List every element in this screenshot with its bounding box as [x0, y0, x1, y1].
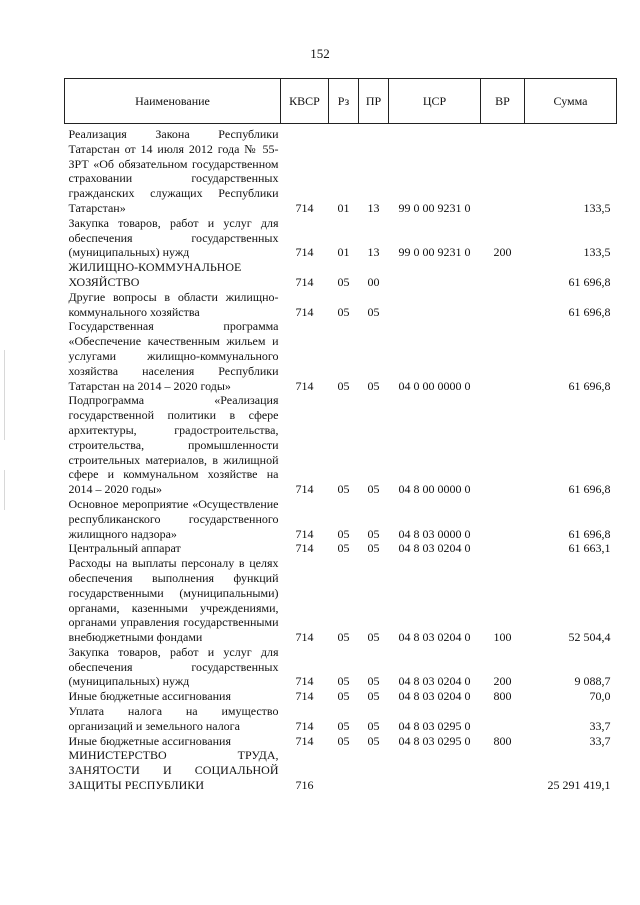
row-kvsr: 714 — [295, 718, 314, 733]
row-name: Иные бюджетные ассигнования — [68, 733, 231, 748]
row-sum: 52 504,4 — [568, 630, 611, 645]
row-vr: 200 — [493, 245, 512, 260]
row-kvsr: 714 — [295, 674, 314, 689]
table-row — [65, 748, 617, 792]
row-csr — [389, 748, 481, 792]
row-vr: 800 — [493, 733, 512, 748]
table-row — [65, 216, 617, 260]
row-csr: 04 8 03 0000 0 — [398, 526, 471, 541]
row-vr — [481, 124, 525, 216]
row-vr: 100 — [493, 630, 512, 645]
table-row — [65, 556, 617, 645]
row-name: ЖИЛИЩНО-КОММУНАЛЬНОЕ ХОЗЯЙСТВО — [68, 260, 242, 289]
row-pr: 13 — [367, 200, 380, 215]
table-row — [65, 393, 617, 497]
row-pr: 05 — [367, 304, 380, 319]
table-row — [65, 319, 617, 393]
row-sum: 25 291 419,1 — [547, 778, 611, 793]
header-rz: Рз — [329, 79, 359, 124]
header-sum: Сумма — [525, 79, 617, 124]
row-rz: 05 — [337, 304, 350, 319]
row-kvsr: 714 — [295, 689, 314, 704]
row-sum: 133,5 — [583, 200, 611, 215]
row-csr: 99 0 00 9231 0 — [398, 245, 471, 260]
row-csr: 04 8 03 0295 0 — [398, 718, 471, 733]
row-rz: 05 — [337, 482, 350, 497]
page-number: 152 — [310, 46, 330, 61]
row-pr: 05 — [367, 541, 380, 556]
row-name: Уплата налога на имущество организаций и земельного налога — [68, 704, 279, 733]
row-vr — [481, 290, 525, 320]
row-vr: 800 — [493, 689, 512, 704]
row-csr: 04 8 03 0204 0 — [398, 541, 471, 556]
scan-margin-mark — [4, 470, 5, 510]
row-csr: 99 0 00 9231 0 — [398, 200, 471, 215]
row-sum: 61 696,8 — [568, 526, 611, 541]
row-kvsr: 714 — [295, 304, 314, 319]
row-name: Центральный аппарат — [68, 541, 181, 556]
row-vr — [481, 260, 525, 290]
row-pr: 05 — [367, 378, 380, 393]
row-vr: 200 — [493, 674, 512, 689]
row-vr — [481, 393, 525, 497]
header-vr: ВР — [481, 79, 525, 124]
row-csr: 04 8 03 0204 0 — [398, 630, 471, 645]
header-csr: ЦСР — [389, 79, 481, 124]
row-kvsr: 714 — [295, 630, 314, 645]
row-csr — [389, 260, 481, 290]
row-name: Расходы на выплаты персоналу в целях обеспечения выполнения функций государственными (муниципальными) органами, казенными учреждениями, органами управления государственными внебюджетными фондами — [68, 556, 279, 645]
row-pr — [359, 748, 389, 792]
row-pr: 05 — [367, 718, 380, 733]
table-row — [65, 290, 617, 320]
table-row — [65, 734, 617, 749]
row-kvsr: 714 — [295, 541, 314, 556]
row-pr: 05 — [367, 526, 380, 541]
row-rz: 05 — [337, 718, 350, 733]
row-sum: 33,7 — [589, 718, 611, 733]
row-kvsr: 716 — [295, 778, 314, 793]
row-name: Основное мероприятие «Осуществление республиканского государственного жилищного надзора» — [68, 496, 279, 541]
row-sum: 33,7 — [589, 733, 611, 748]
row-pr: 13 — [367, 245, 380, 260]
row-name: Реализация Закона Республики Татарстан от 14 июля 2012 года № 55-ЗРТ «Об обязательном государственном страховании государственных гражданских служащих Республики Татарстан» — [68, 127, 279, 215]
table-row — [65, 541, 617, 556]
row-name: Иные бюджетные ассигнования — [68, 689, 231, 704]
row-vr — [481, 497, 525, 541]
table-row — [65, 260, 617, 290]
row-name: Закупка товаров, работ и услуг для обеспечения государственных (муниципальных) нужд — [68, 644, 279, 689]
row-sum: 9 088,7 — [574, 674, 611, 689]
table-row — [65, 704, 617, 734]
header-kvsr: КВСР — [281, 79, 329, 124]
table-row — [65, 645, 617, 689]
row-rz: 05 — [337, 378, 350, 393]
row-pr: 05 — [367, 689, 380, 704]
row-csr: 04 8 00 0000 0 — [398, 482, 471, 497]
row-csr — [389, 290, 481, 320]
row-name: Закупка товаров, работ и услуг для обеспечения государственных (муниципальных) нужд — [68, 215, 279, 260]
table-row — [65, 497, 617, 541]
row-rz: 05 — [337, 689, 350, 704]
row-name: Государственная программа «Обеспечение качественным жильем и услугами жилищно-коммунального хозяйства населения Республики Татарстан на 2014 – 2020 годы» — [68, 319, 279, 393]
row-vr — [481, 704, 525, 734]
table-row — [65, 689, 617, 704]
row-sum: 61 696,8 — [568, 274, 611, 289]
row-kvsr: 714 — [295, 378, 314, 393]
row-rz: 05 — [337, 733, 350, 748]
row-name: Другие вопросы в области жилищно-коммунального хозяйства — [68, 289, 279, 319]
row-kvsr: 714 — [295, 482, 314, 497]
row-sum: 61 696,8 — [568, 482, 611, 497]
header-name: Наименование — [65, 79, 281, 124]
table-row — [65, 124, 617, 216]
row-kvsr: 714 — [295, 274, 314, 289]
row-csr: 04 8 03 0204 0 — [398, 689, 471, 704]
row-sum: 61 663,1 — [568, 541, 611, 556]
row-sum: 61 696,8 — [568, 304, 611, 319]
row-kvsr: 714 — [295, 245, 314, 260]
row-rz: 05 — [337, 674, 350, 689]
row-kvsr: 714 — [295, 526, 314, 541]
row-rz: 01 — [337, 200, 350, 215]
row-kvsr: 714 — [295, 200, 314, 215]
row-kvsr: 714 — [295, 733, 314, 748]
row-pr: 05 — [367, 674, 380, 689]
row-rz: 05 — [337, 274, 350, 289]
scan-margin-mark — [4, 350, 5, 440]
row-rz: 01 — [337, 245, 350, 260]
row-pr: 00 — [367, 274, 380, 289]
row-rz: 05 — [337, 526, 350, 541]
table-header — [65, 79, 617, 124]
row-rz: 05 — [337, 630, 350, 645]
row-name: Подпрограмма «Реализация государственной политики в сфере архитектуры, градостроительства, строительства, промышленности строительных материалов, в жилищной сфере и коммунальном хозяйстве на 2014 – 2020 годы» — [68, 393, 279, 497]
row-csr: 04 0 00 0000 0 — [398, 378, 471, 393]
row-sum: 70,0 — [589, 689, 611, 704]
row-rz — [329, 748, 359, 792]
row-pr: 05 — [367, 630, 380, 645]
row-vr — [481, 748, 525, 792]
header-pr: ПР — [359, 79, 389, 124]
row-rz: 05 — [337, 541, 350, 556]
row-sum: 133,5 — [583, 245, 611, 260]
row-pr: 05 — [367, 733, 380, 748]
row-vr — [481, 319, 525, 393]
row-sum: 61 696,8 — [568, 378, 611, 393]
row-vr — [481, 541, 525, 556]
row-csr: 04 8 03 0204 0 — [398, 674, 471, 689]
row-csr: 04 8 03 0295 0 — [398, 733, 471, 748]
row-name: МИНИСТЕРСТВО ТРУДА, ЗАНЯТОСТИ И СОЦИАЛЬНОЙ ЗАЩИТЫ РЕСПУБЛИКИ — [68, 748, 279, 793]
row-pr: 05 — [367, 482, 380, 497]
budget-table — [64, 78, 617, 793]
